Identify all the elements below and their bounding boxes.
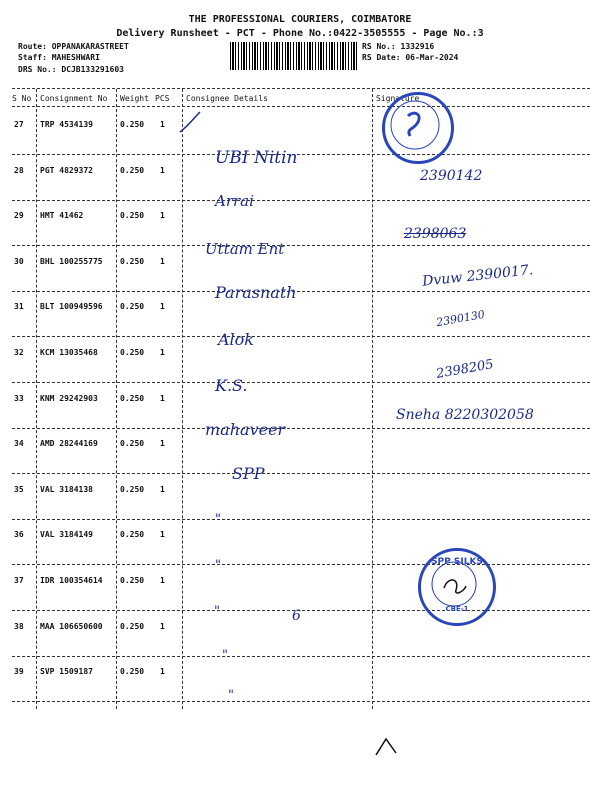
row-weight: 0.250 xyxy=(120,302,145,311)
col-sno: S No xyxy=(12,94,32,103)
row-weight: 0.250 xyxy=(120,166,145,175)
row-sno: 37 xyxy=(14,576,24,585)
ditto-mark: " xyxy=(214,604,220,619)
row-pcs: 1 xyxy=(160,530,165,539)
drs-number: DRS No.: DCJB133291603 xyxy=(18,65,124,74)
row-consignment-no: AMD 28244169 xyxy=(40,439,98,448)
consignee-handwriting: Parasnath xyxy=(215,283,297,302)
row-consignment-no: VAL 3184149 xyxy=(40,530,93,539)
row-sno: 39 xyxy=(14,667,24,676)
column-divider xyxy=(182,89,183,709)
col-pcs: PCS xyxy=(155,94,170,103)
row-pcs: 1 xyxy=(160,667,165,676)
row-sno: 32 xyxy=(14,348,24,357)
row-pcs: 1 xyxy=(160,576,165,585)
rs-number: RS No.: 1332916 xyxy=(362,42,435,51)
row-divider xyxy=(12,473,590,474)
row-consignment-no: IDR 100354614 xyxy=(40,576,103,585)
consignee-handwriting: Alok xyxy=(218,330,254,349)
row-consignment-no: BHL 100255775 xyxy=(40,257,103,266)
row-consignment-no: KCM 13035468 xyxy=(40,348,98,357)
row-divider xyxy=(12,382,590,383)
signature-row29: 2398063 xyxy=(404,226,467,242)
ditto-mark: " xyxy=(222,648,228,663)
row-divider xyxy=(12,245,590,246)
consignee-handwriting: Uttam Ent xyxy=(205,240,285,258)
row-pcs: 1 xyxy=(160,166,165,175)
consignee-handwriting: mahaveer xyxy=(205,420,286,439)
row-weight: 0.250 xyxy=(120,485,145,494)
col-consignment: Consignment No xyxy=(40,94,108,103)
row-pcs: 1 xyxy=(160,394,165,403)
row-divider xyxy=(12,519,590,520)
bank-stamp-ring xyxy=(382,92,448,158)
row-consignment-no: PGT 4829372 xyxy=(40,166,93,175)
barcode-image xyxy=(230,42,358,70)
header-divider-bottom xyxy=(12,106,590,107)
row-consignment-no: VAL 3184138 xyxy=(40,485,93,494)
row-sno: 36 xyxy=(14,530,24,539)
row-sno: 34 xyxy=(14,439,24,448)
column-divider xyxy=(116,89,117,709)
row-weight: 0.250 xyxy=(120,667,145,676)
silks-stamp-ring xyxy=(418,548,490,620)
row-pcs: 1 xyxy=(160,211,165,220)
row-weight: 0.250 xyxy=(120,211,145,220)
signature-row31: 2390130 xyxy=(435,307,486,330)
route-label: Route: OPPANAKARASTREET xyxy=(18,42,129,51)
consignee-handwriting: SPP xyxy=(232,464,265,483)
rs-date: RS Date: 06-Mar-2024 xyxy=(362,53,459,62)
row-divider xyxy=(12,154,590,155)
row-consignment-no: BLT 100949596 xyxy=(40,302,103,311)
row-divider xyxy=(12,291,590,292)
row-pcs: 1 xyxy=(160,439,165,448)
row-weight: 0.250 xyxy=(120,439,145,448)
row-sno: 28 xyxy=(14,166,24,175)
col-weight: Weight xyxy=(120,94,149,103)
pen-tick-mark xyxy=(176,110,206,136)
row-sno: 27 xyxy=(14,120,24,129)
row-sno: 30 xyxy=(14,257,24,266)
document-subtitle: Delivery Runsheet - PCT - Phone No.:0422-3505555 - Page No.:3 xyxy=(116,28,484,39)
row-sno: 35 xyxy=(14,485,24,494)
row-divider xyxy=(12,701,590,702)
consignee-handwriting: Arrai xyxy=(215,192,254,210)
consignee-handwriting: UBI Nitin xyxy=(215,148,298,168)
row-consignment-no: MAA 106650600 xyxy=(40,622,103,631)
row-weight: 0.250 xyxy=(120,120,145,129)
document-title: THE PROFESSIONAL COURIERS, COIMBATORE xyxy=(188,14,412,25)
row-consignment-no: TRP 4534139 xyxy=(40,120,93,129)
row-weight: 0.250 xyxy=(120,622,145,631)
row-sno: 31 xyxy=(14,302,24,311)
signature-row33: Sneha 8220302058 xyxy=(396,407,534,423)
row-pcs: 1 xyxy=(160,302,165,311)
handwritten-mark: " xyxy=(228,688,234,703)
row-weight: 0.250 xyxy=(120,530,145,539)
row-pcs: 1 xyxy=(160,485,165,494)
row-divider xyxy=(12,336,590,337)
silks-stamp-city: CBE-1 xyxy=(445,605,469,613)
row-consignment-no: HMT 41462 xyxy=(40,211,84,220)
row-sno: 33 xyxy=(14,394,24,403)
row-divider xyxy=(12,564,590,565)
row-weight: 0.250 xyxy=(120,348,145,357)
row-divider xyxy=(12,428,590,429)
row-weight: 0.250 xyxy=(120,576,145,585)
row-sno: 29 xyxy=(14,211,24,220)
signature-row32: 2398205 xyxy=(435,357,495,382)
row-weight: 0.250 xyxy=(120,394,145,403)
silks-stamp-text: SPP SILKS xyxy=(431,557,483,567)
row-pcs: 1 xyxy=(160,257,165,266)
bank-stamp xyxy=(382,92,454,164)
ditto-mark: " xyxy=(215,512,221,527)
signature-row30: Dvuw 2390017. xyxy=(421,262,534,290)
row-divider xyxy=(12,200,590,201)
col-consignee: Consignee Details xyxy=(186,94,268,103)
header-divider-top xyxy=(12,88,590,89)
row-pcs: 1 xyxy=(160,622,165,631)
ditto-mark: " xyxy=(215,558,221,573)
row-weight: 0.250 xyxy=(120,257,145,266)
row-consignment-no: SVP 1509187 xyxy=(40,667,93,676)
col-signature: Signature xyxy=(376,94,420,103)
column-divider xyxy=(372,89,373,709)
row-pcs: 1 xyxy=(160,348,165,357)
row-consignment-no: KNM 29242903 xyxy=(40,394,98,403)
silks-stamp xyxy=(418,548,496,626)
row-pcs: 1 xyxy=(160,120,165,129)
signature-row28: 2390142 xyxy=(420,168,483,184)
column-divider xyxy=(36,89,37,709)
row-divider xyxy=(12,656,590,657)
pen-caret-mark xyxy=(372,735,402,759)
staff-label: Staff: MAHESHWARI xyxy=(18,53,100,62)
row-divider xyxy=(12,610,590,611)
handwritten-mark: 6 xyxy=(292,608,301,624)
row-sno: 38 xyxy=(14,622,24,631)
consignee-handwriting: K.S. xyxy=(215,376,248,395)
